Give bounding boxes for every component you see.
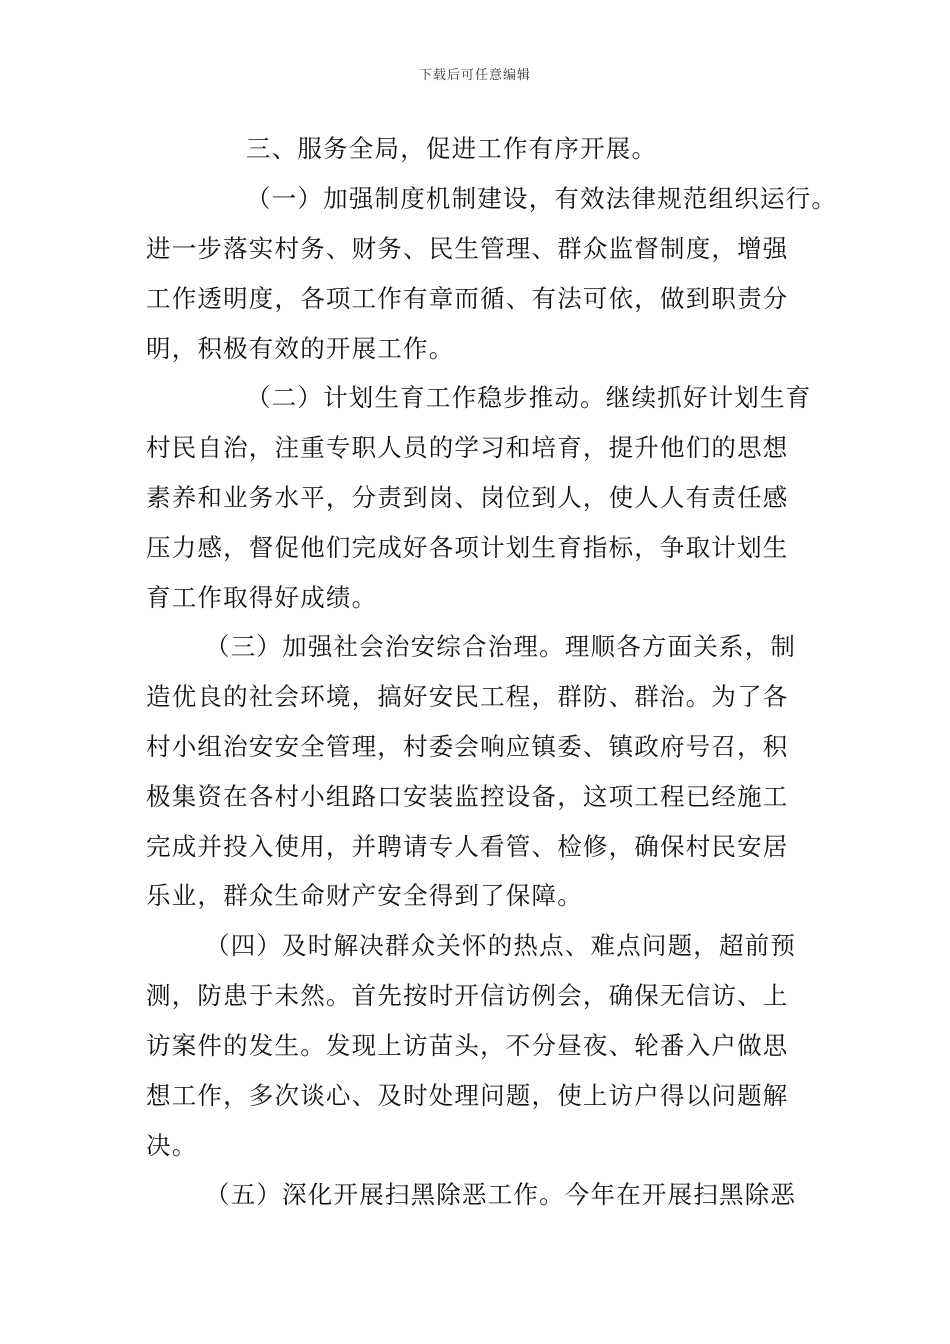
paragraph-line: 明，积极有效的开展工作。 (146, 334, 455, 363)
paragraph-line: 村小组治安安全管理，村委会响应镇委、镇政府号召，积 (146, 732, 789, 761)
paragraph-line: 育工作取得好成绩。 (146, 583, 378, 612)
page-header: 下载后可任意编辑 (418, 68, 531, 83)
paragraph-line: （一）加强制度机制建设，有效法律规范组织运行。 (246, 184, 838, 213)
paragraph-line: 想工作，多次谈心、及时处理问题，使上访户得以问题解 (146, 1081, 789, 1110)
paragraph-line: （四）及时解决群众关怀的热点、难点问题，超前预 (205, 931, 797, 960)
paragraph-line: 压力感，督促他们完成好各项计划生育指标，争取计划生 (146, 533, 789, 562)
paragraph-line: 决。 (146, 1131, 198, 1160)
paragraph-line: 工作透明度，各项工作有章而循、有法可依，做到职责分 (146, 284, 789, 313)
paragraph-line: （二）计划生育工作稳步推动。继续抓好计划生育 (246, 383, 812, 412)
paragraph-line: 村民自治，注重专职人员的学习和培育，提升他们的思想 (146, 433, 789, 462)
paragraph-line: 三、服务全局，促进工作有序开展。 (246, 134, 658, 163)
paragraph-line: 造优良的社会环境，搞好安民工程，群防、群治。为了各 (146, 682, 789, 711)
paragraph-line: 完成并投入使用，并聘请专人看管、检修，确保村民安居 (146, 832, 789, 861)
paragraph-line: （五）深化开展扫黑除恶工作。今年在开展扫黑除恶 (205, 1180, 797, 1209)
paragraph-line: 乐业，群众生命财产安全得到了保障。 (146, 881, 583, 910)
paragraph-line: 访案件的发生。发现上访苗头，不分昼夜、轮番入户做思 (146, 1031, 789, 1060)
paragraph-line: 素养和业务水平，分责到岗、岗位到人，使人人有责任感 (146, 483, 789, 512)
paragraph-line: （三）加强社会治安综合治理。理顺各方面关系，制 (205, 632, 797, 661)
paragraph-line: 测，防患于未然。首先按时开信访例会，确保无信访、上 (146, 981, 789, 1010)
paragraph-line: 进一步落实村务、财务、民生管理、群众监督制度，增强 (146, 234, 789, 263)
paragraph-line: 极集资在各村小组路口安装监控设备，这项工程已经施工 (146, 782, 789, 811)
